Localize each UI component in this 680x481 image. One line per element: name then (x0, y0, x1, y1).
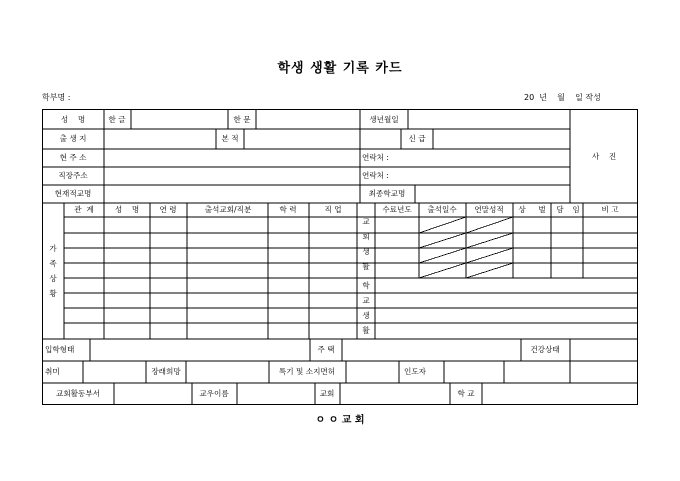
church-footer: ㅇ ㅇ 교 회 (315, 415, 365, 426)
origin-label: 본 적 (221, 134, 239, 143)
hangul-label: 한 글 (108, 115, 126, 124)
church-side-label-3: 생 (362, 247, 370, 256)
wish-label: 장래희망 (151, 367, 181, 376)
church-side-label-1: 교 (362, 217, 370, 226)
contact-label-1: 연락처 : (362, 153, 389, 162)
church-side-label-4: 활 (362, 262, 370, 271)
family-col-name: 성 명 (114, 205, 140, 214)
school-side-label-1: 학 (362, 281, 370, 290)
church-col-attendance: 출석일수 (427, 205, 457, 214)
name-label: 성 명 (60, 115, 86, 124)
address-label: 현 주 소 (59, 153, 87, 162)
church-col-remarks: 비 고 (601, 205, 619, 214)
church-label: 교회 (319, 389, 335, 398)
family-col-relation: 관 계 (74, 205, 94, 214)
hobby-label: 취미 (45, 367, 60, 376)
parent-name-label: 학부명 : (42, 93, 71, 102)
school-side-label-4: 활 (362, 326, 370, 335)
health-label: 건강상태 (530, 345, 560, 354)
card-title: 학생 생활 기록 카드 (277, 61, 403, 76)
family-col-education: 학 력 (279, 205, 297, 214)
major-label: 주 택 (317, 345, 335, 354)
hanja-label: 한 문 (233, 115, 251, 124)
church-col-grade: 연말성적 (474, 205, 504, 214)
final-school-label: 최종학교명 (368, 189, 406, 198)
birthplace-label: 출 생 지 (59, 134, 87, 143)
church-col-year: 수료년도 (382, 205, 412, 214)
church-side-label-2: 회 (362, 232, 370, 241)
church-col-teacher-2: 임 (572, 205, 580, 214)
family-side-label-4: 황 (49, 289, 57, 298)
family-side-label-1: 가 (49, 244, 57, 253)
school-side-label-3: 생 (362, 311, 370, 320)
special-skill-label: 특기 및 소지면허 (278, 367, 336, 376)
family-side-label-2: 족 (49, 259, 57, 268)
guide-label: 인도자 (403, 367, 427, 376)
church-col-teacher-1: 담 (556, 205, 564, 214)
work-address-label: 직장주소 (58, 171, 88, 180)
church-col-penalty: 벌 (538, 205, 546, 214)
church-col-award: 상 (518, 205, 526, 214)
birthdate-label: 생년월일 (369, 115, 399, 124)
current-school-label: 현재적교명 (54, 189, 92, 198)
contact-label-2: 연락처 : (362, 171, 389, 180)
school-label: 학 교 (457, 389, 475, 398)
friend-label: 교우이름 (199, 389, 229, 398)
date-line: 20 년 월 일 작성 (524, 93, 601, 102)
photo-label: 사 진 (591, 152, 617, 161)
record-card-table (42, 109, 638, 405)
school-side-label-2: 교 (362, 296, 370, 305)
family-side-label-3: 상 (49, 274, 57, 283)
family-col-church: 출석교회/직분 (204, 205, 252, 214)
faith-label: 신 급 (408, 134, 426, 143)
enrollment-label: 입학형태 (45, 345, 75, 354)
family-col-job: 직 업 (324, 205, 342, 214)
department-label: 교회활동부서 (55, 389, 101, 398)
family-col-age: 연 령 (159, 205, 177, 214)
